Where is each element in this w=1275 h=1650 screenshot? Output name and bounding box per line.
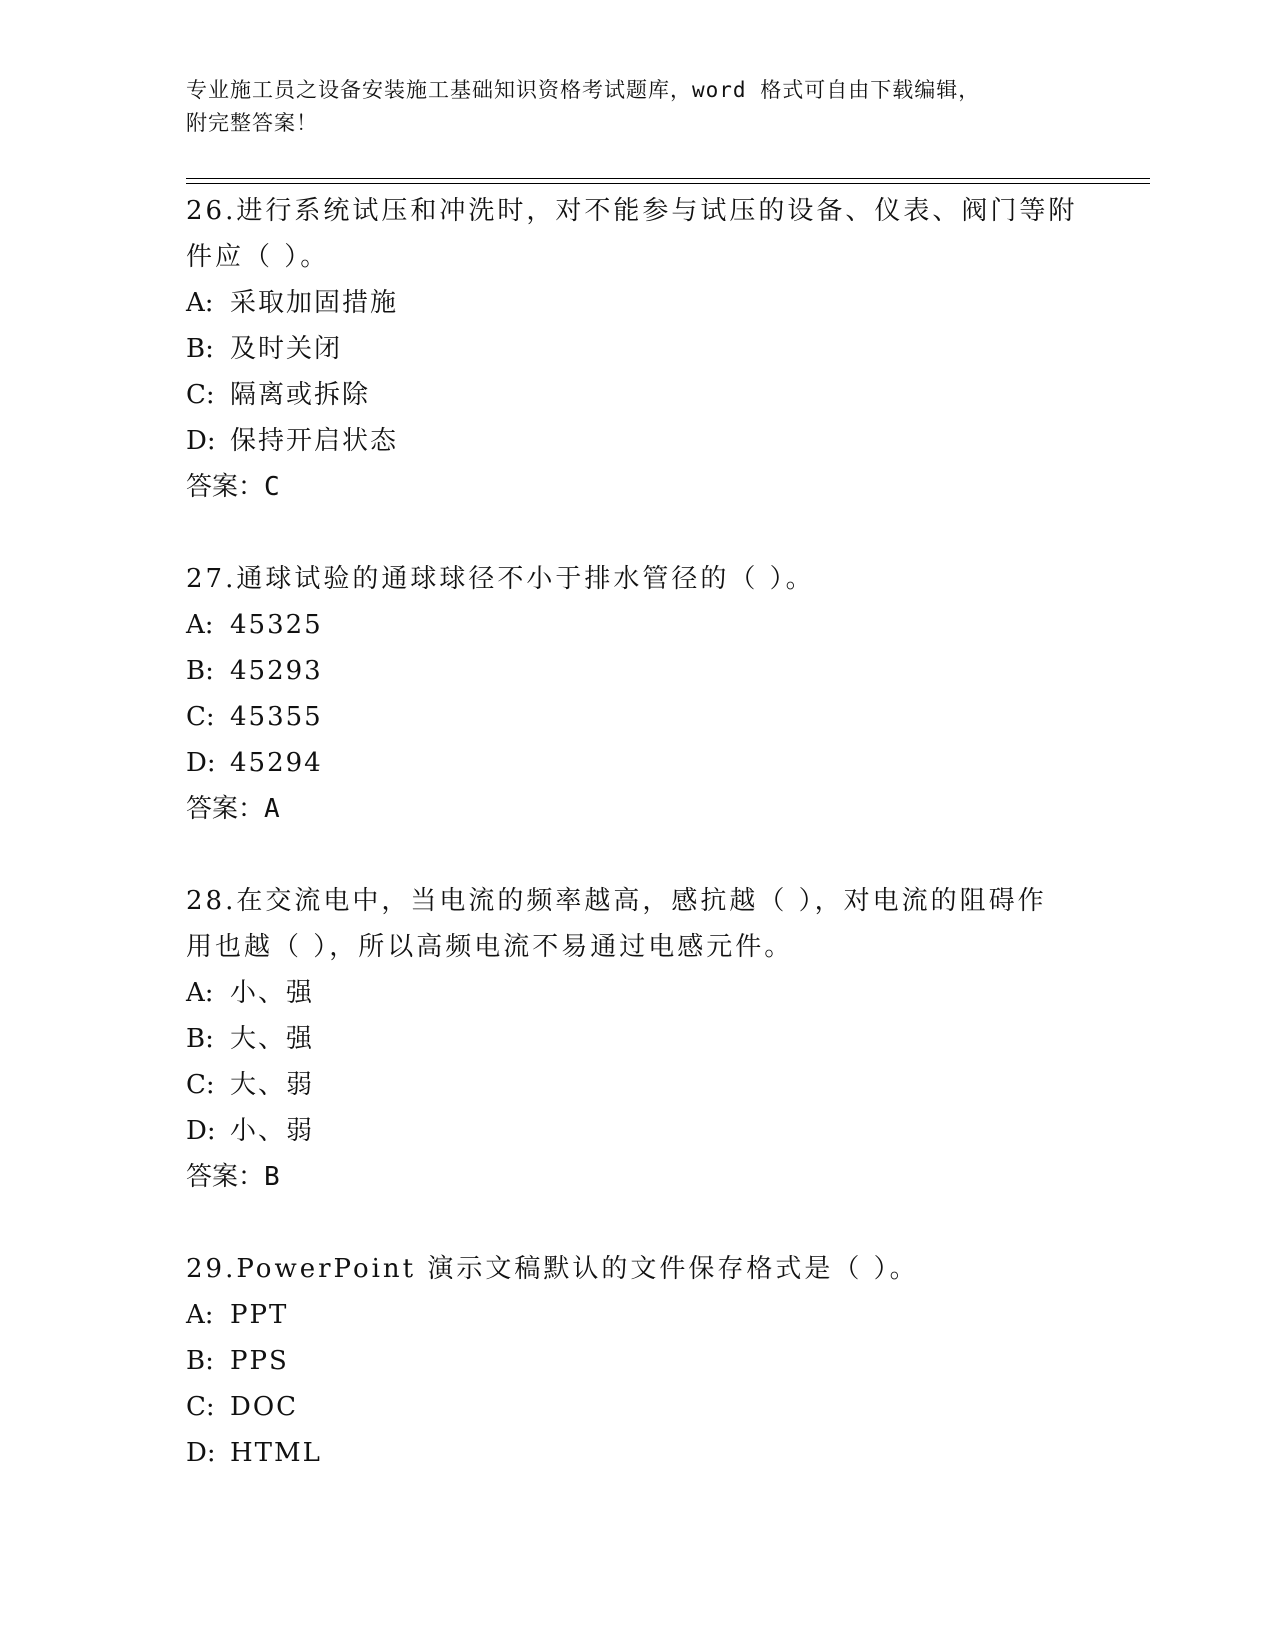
option-d: [186, 740, 1106, 786]
option-a: [186, 970, 1106, 1016]
option-letter: B:: [186, 1024, 214, 1054]
option-letter: C:: [186, 1392, 215, 1422]
option-c: [186, 1062, 1106, 1108]
option-a: [186, 1292, 1106, 1338]
option-letter: B:: [186, 334, 214, 364]
option-text: PPT: [230, 1300, 289, 1330]
option-text: 小、弱: [230, 1116, 315, 1146]
option-letter: A:: [186, 978, 214, 1008]
option-b: [186, 1338, 1106, 1384]
answer-line: 答案：A: [186, 794, 280, 824]
option-letter: C:: [186, 380, 215, 410]
option-text: 隔离或拆除: [230, 380, 371, 410]
option-a: [186, 602, 1106, 648]
option-c: [186, 372, 1106, 418]
option-b: [186, 1016, 1106, 1062]
question-26: [186, 188, 1106, 510]
option-text: 小、强: [230, 978, 315, 1008]
option-letter: D:: [186, 426, 216, 456]
question-stem-line-2: 件应（ ）。: [186, 242, 330, 272]
option-d: [186, 1430, 1106, 1476]
option-a: [186, 280, 1106, 326]
answer-line: 答案：C: [186, 472, 280, 502]
option-text: DOC: [230, 1392, 299, 1422]
header-line-2: 附完整答案！: [186, 111, 318, 135]
option-letter: B:: [186, 656, 214, 686]
option-letter: D:: [186, 1116, 216, 1146]
option-letter: B:: [186, 1346, 214, 1376]
header-divider-bottom: [186, 183, 1150, 184]
option-text: 大、弱: [230, 1070, 315, 1100]
option-letter: D:: [186, 748, 216, 778]
option-letter: C:: [186, 1070, 215, 1100]
option-b: [186, 326, 1106, 372]
answer-line: 答案：B: [186, 1162, 280, 1192]
option-c: [186, 1384, 1106, 1430]
option-text: 保持开启状态: [230, 426, 399, 456]
option-d: [186, 1108, 1106, 1154]
option-text: 45325: [230, 610, 323, 640]
question-stem-line-1: 27.通球试验的通球球径不小于排水管径的（ ）。: [186, 564, 815, 594]
question-27: [186, 556, 1106, 832]
question-29: [186, 1246, 1106, 1476]
option-text: 采取加固措施: [230, 288, 399, 318]
question-stem-line-1: 28.在交流电中，当电流的频率越高，感抗越（ ），对电流的阻碍作: [186, 886, 1047, 916]
question-stem-line-2: 用也越（ ），所以高频电流不易通过电感元件。: [186, 932, 794, 962]
question-28: [186, 878, 1106, 1200]
option-letter: A:: [186, 288, 214, 318]
question-stem-line-1: 26.进行系统试压和冲洗时，对不能参与试压的设备、仪表、阀门等附: [186, 196, 1078, 226]
option-text: 及时关闭: [230, 334, 343, 364]
option-text: 45293: [230, 656, 323, 686]
document-header: [186, 74, 1066, 140]
option-text: 45355: [230, 702, 323, 732]
option-letter: D:: [186, 1438, 216, 1468]
option-c: [186, 694, 1106, 740]
header-divider-top: [186, 178, 1150, 179]
option-letter: A:: [186, 610, 214, 640]
question-stem-line-1: 29.PowerPoint 演示文稿默认的文件保存格式是（ ）。: [186, 1254, 919, 1284]
option-text: 大、强: [230, 1024, 315, 1054]
option-letter: C:: [186, 702, 215, 732]
option-text: PPS: [230, 1346, 289, 1376]
option-text: HTML: [230, 1438, 322, 1468]
option-text: 45294: [230, 748, 323, 778]
option-d: [186, 418, 1106, 464]
option-letter: A:: [186, 1300, 214, 1330]
header-line-1: 专业施工员之设备安装施工基础知识资格考试题库，word 格式可自由下载编辑，: [186, 78, 981, 102]
question-list: [186, 188, 1106, 1522]
option-b: [186, 648, 1106, 694]
